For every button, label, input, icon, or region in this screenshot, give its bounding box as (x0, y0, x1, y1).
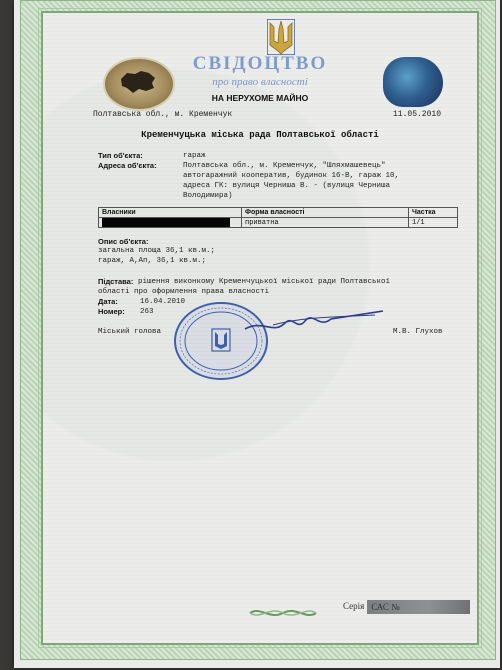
description-label: Опис об'єкта: (98, 237, 149, 246)
address-line: адреса ГК: вулиця Черниша В. - (вулиця Черниша (183, 182, 391, 190)
table-row (99, 218, 458, 228)
object-type-value: гараж (183, 152, 206, 160)
object-type-label: Тип об'єкта: (98, 151, 143, 160)
owners-table (98, 207, 458, 228)
certificate-date: 11.05.2010 (393, 110, 442, 119)
certificate-title: СВІДОЦТВО (192, 53, 328, 74)
issuer: Кременчуцька міська рада Полтавської області (141, 130, 379, 140)
share-header: Частка (409, 208, 458, 218)
basis-date-label: Дата: (98, 297, 118, 306)
basis-text-line1: рішення виконкому Кременчуцької міської ради Полтавської (138, 278, 391, 286)
basis-date-value: 16.04.2010 (140, 298, 186, 306)
ownership-form-header: Форма власності (242, 208, 409, 218)
serial-value: САС № (371, 602, 400, 612)
address-line: Володимира) (183, 192, 233, 200)
serial-redacted-box (367, 600, 470, 614)
description-line: загальна площа 36,1 кв.м.; (98, 247, 216, 255)
serial-number (343, 600, 470, 614)
signatory-name: М.В. Глухов (393, 328, 443, 336)
guilloche-border (20, 0, 496, 660)
owners-header: Власники (99, 208, 242, 218)
security-hologram-icon (383, 57, 443, 107)
share-cell: 1/1 (409, 218, 458, 228)
serial-label: Серія (343, 601, 365, 612)
description-text (98, 246, 215, 266)
certificate-heading: НА НЕРУХОМЕ МАЙНО (211, 93, 309, 103)
basis-label: Підстава: (98, 277, 134, 286)
certificate-body (41, 11, 479, 645)
trident-icon (267, 19, 295, 55)
ornament-icon (248, 606, 318, 620)
owner-cell-redacted (99, 218, 242, 228)
redaction-bar (102, 218, 230, 227)
basis-number-label: Номер: (98, 307, 125, 316)
basis-number-value: 263 (140, 308, 154, 316)
table-header-row (99, 208, 458, 218)
signatory-title: Міський голова (98, 328, 162, 336)
signature-icon (243, 307, 388, 337)
certificate-subtitle: про право власності (212, 76, 308, 88)
object-address-label: Адреса об'єкта: (98, 161, 157, 170)
certificate-page (14, 0, 500, 668)
address-line: автогаражний кооператив, будинок 16-В, гараж 10, (183, 172, 400, 180)
object-address (183, 161, 399, 201)
certificate-location: Полтавська обл., м. Кременчук (93, 110, 233, 119)
basis-text-line2: області про оформлення права власності (98, 288, 270, 296)
description-line: гараж, А,Ап, 36,1 кв.м.; (98, 257, 207, 265)
ukraine-map-hologram-icon (103, 57, 175, 111)
address-line: Полтавська обл., м. Кременчук, "Шляхмашевець" (183, 162, 386, 170)
ownership-form-cell: приватна (242, 218, 409, 228)
